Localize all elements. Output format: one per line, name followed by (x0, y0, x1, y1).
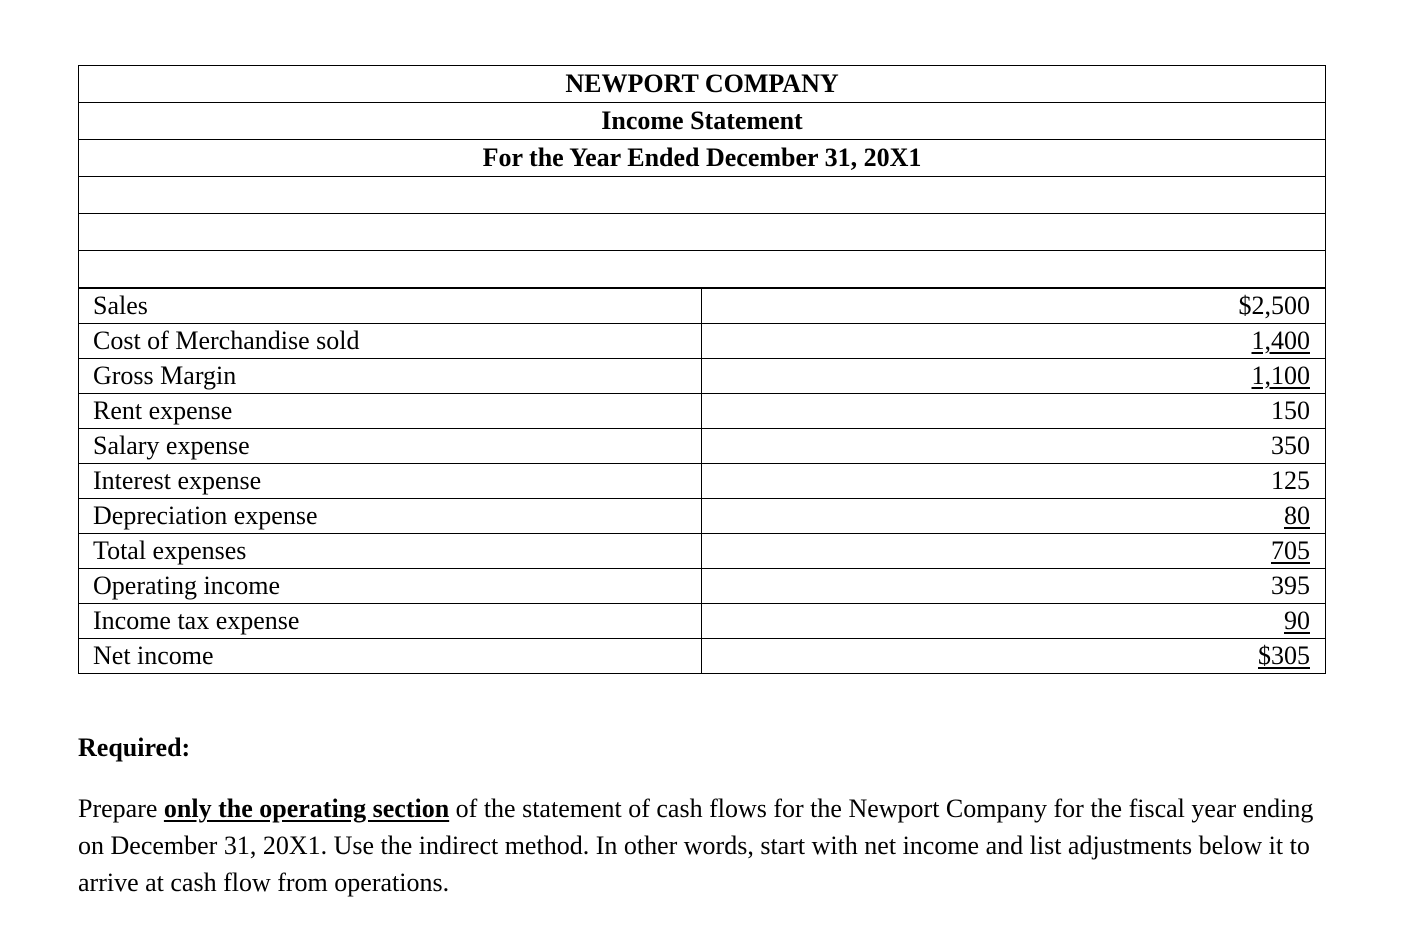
line-item-label: Salary expense (79, 429, 702, 464)
table-row (79, 534, 1326, 569)
table-row (79, 464, 1326, 499)
line-item-amount (702, 499, 1326, 534)
line-item-label: Net income (79, 639, 702, 674)
table-row (79, 394, 1326, 429)
table-row (79, 429, 1326, 464)
line-item-label: Sales (79, 289, 702, 324)
line-item-amount (702, 464, 1326, 499)
amount-value: 705 (1271, 536, 1310, 565)
table-row (79, 289, 1326, 324)
instructions-paragraph (78, 790, 1328, 901)
line-item-amount (702, 534, 1326, 569)
line-item-amount (702, 429, 1326, 464)
amount-value: 80 (1284, 501, 1310, 530)
line-item-label: Operating income (79, 569, 702, 604)
line-item-amount (702, 324, 1326, 359)
amount-value: $2,500 (1238, 291, 1310, 320)
line-item-amount (702, 569, 1326, 604)
amount-value: 125 (1271, 466, 1310, 495)
amount-value: 90 (1284, 606, 1310, 635)
blank-row (79, 251, 1326, 288)
line-item-amount (702, 639, 1326, 674)
required-heading: Required: (78, 733, 191, 762)
table-row (79, 604, 1326, 639)
instructions-text-after: of the statement of cash flows for the Newport Company for the fiscal year ending on December 31, 20X1. Use the indirect method. In other words, start with net income and list adjustments below it to arrive at cash flow from operations. (78, 794, 1314, 897)
line-item-label: Income tax expense (79, 604, 702, 639)
table-row (79, 639, 1326, 674)
line-item-amount (702, 289, 1326, 324)
amount-value: 395 (1271, 571, 1310, 600)
amount-value: 1,100 (1251, 361, 1310, 390)
instructions-text-before: Prepare (78, 794, 164, 823)
line-item-label: Depreciation expense (79, 499, 702, 534)
income-statement-table (78, 288, 1326, 674)
line-item-label: Rent expense (79, 394, 702, 429)
line-item-amount (702, 394, 1326, 429)
table-row (79, 324, 1326, 359)
statement-title: Income Statement (79, 103, 1326, 140)
line-item-amount (702, 359, 1326, 394)
statement-period: For the Year Ended December 31, 20X1 (79, 140, 1326, 177)
table-row (79, 359, 1326, 394)
instructions-emphasis: only the operating section (163, 794, 450, 823)
company-name: NEWPORT COMPANY (79, 66, 1326, 103)
line-item-amount (702, 604, 1326, 639)
line-item-label: Cost of Merchandise sold (79, 324, 702, 359)
line-item-label: Total expenses (79, 534, 702, 569)
table-row (79, 569, 1326, 604)
blank-row (79, 214, 1326, 251)
amount-value: 150 (1271, 396, 1310, 425)
blank-row (79, 177, 1326, 214)
line-item-label: Interest expense (79, 464, 702, 499)
statement-header-table (78, 65, 1326, 288)
amount-value: $305 (1258, 641, 1310, 670)
table-row (79, 499, 1326, 534)
line-item-label: Gross Margin (79, 359, 702, 394)
amount-value: 350 (1271, 431, 1310, 460)
amount-value: 1,400 (1251, 326, 1310, 355)
